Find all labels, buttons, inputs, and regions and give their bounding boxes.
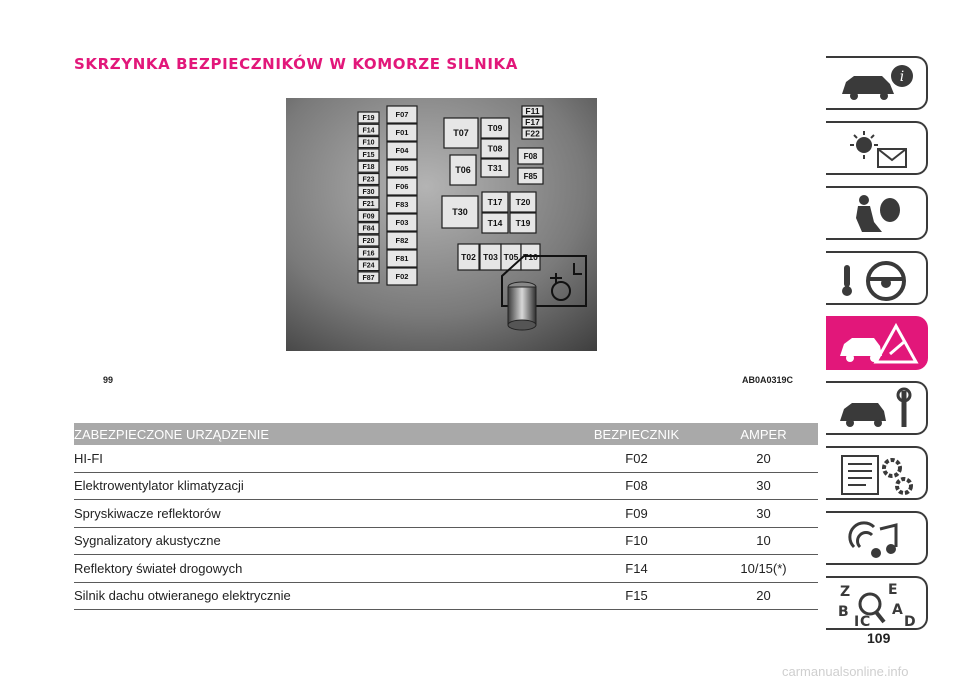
fuse-f16-label: F16	[362, 250, 375, 258]
table-row	[74, 445, 818, 472]
fuse-f14-label: F14	[362, 127, 375, 135]
fuse-box-diagram	[286, 98, 597, 351]
relay-t20-label: T20	[515, 197, 531, 208]
airbag-seat-icon	[834, 192, 922, 238]
table-row	[74, 555, 818, 583]
cell-fuse: F15	[564, 582, 709, 610]
relay-t14-label: T14	[487, 218, 503, 229]
fuse-f03-label: F03	[395, 218, 409, 228]
fuse-f07-label: F07	[395, 110, 409, 120]
cell-fuse: F02	[564, 445, 709, 472]
cell-device: Spryskiwacze reflektorów	[74, 500, 564, 528]
fuse-f05-label: F05	[395, 164, 409, 174]
svg-text:C: C	[860, 614, 871, 628]
fuse-f21-label: F21	[362, 201, 375, 209]
header-fuse: BEZPIECZNIK	[564, 423, 709, 445]
cell-amper: 20	[709, 582, 818, 610]
relay-t17-label: T17	[487, 197, 503, 208]
relay-t10-label: T10	[523, 252, 538, 263]
fuse-table	[74, 423, 818, 610]
fuse-f85-label: F85	[523, 171, 538, 181]
cell-device: Reflektory świateł drogowych	[74, 555, 564, 583]
tab-emergency[interactable]	[826, 316, 928, 370]
cell-amper: 30	[709, 472, 818, 500]
tab-driving[interactable]	[826, 251, 928, 305]
cell-fuse: F08	[564, 472, 709, 500]
fuse-f22-label: F22	[525, 128, 540, 139]
warning-lights-icon	[834, 127, 922, 173]
fuse-f83-label: F83	[395, 200, 409, 210]
tab-warning-lights[interactable]	[826, 121, 928, 175]
cell-amper: 20	[709, 445, 818, 472]
alphabetical-index-icon	[834, 582, 922, 628]
fuse-f24-label: F24	[362, 262, 375, 270]
multimedia-icon	[834, 517, 922, 563]
relay-t08-label: T08	[487, 143, 503, 154]
fuse-f19-label: F19	[362, 115, 375, 123]
cell-fuse: F14	[564, 555, 709, 583]
fuse-f18-label: F18	[362, 164, 375, 172]
relay-t30-label: T30	[452, 207, 468, 218]
svg-text:Z: Z	[840, 584, 851, 600]
fuse-f17-label: F17	[525, 117, 540, 128]
cell-amper: 10	[709, 527, 818, 555]
fuse-f08-label: F08	[523, 151, 538, 161]
relay-t05-label: T05	[503, 252, 519, 263]
table-header-row	[74, 423, 818, 445]
table-row	[74, 472, 818, 500]
figure-number: 99	[103, 375, 114, 385]
cell-device: Sygnalizatory akustyczne	[74, 527, 564, 555]
fuse-f15-label: F15	[362, 151, 375, 159]
tab-index[interactable]	[826, 576, 928, 630]
tab-technical-data[interactable]	[826, 446, 928, 500]
figure-code: AB0A0319C	[742, 375, 794, 385]
tab-car-info[interactable]	[826, 56, 928, 110]
table-row	[74, 500, 818, 528]
header-amper: AMPER	[709, 423, 818, 445]
cell-amper: 10/15(*)	[709, 555, 818, 583]
steering-wheel-icon	[834, 257, 922, 303]
page-title: SKRZYNKA BEZPIECZNIKÓW W KOMORZE SILNIKA	[74, 55, 518, 73]
relay-t07-label: T07	[453, 128, 469, 139]
fuse-f09-label: F09	[362, 213, 375, 221]
relay-t03-label: T03	[483, 252, 498, 263]
header-device: ZABEZPIECZONE URZĄDZENIE	[74, 423, 564, 445]
svg-text:B: B	[838, 604, 849, 620]
table-row	[74, 527, 818, 555]
fuse-f02-label: F02	[395, 272, 409, 282]
svg-text:A: A	[892, 602, 903, 618]
cell-fuse: F10	[564, 527, 709, 555]
fuse-f20-label: F20	[362, 238, 375, 246]
relay-t19-label: T19	[515, 218, 531, 229]
tab-safety[interactable]	[826, 186, 928, 240]
tab-maintenance[interactable]	[826, 381, 928, 435]
fuse-f87-label: F87	[362, 274, 375, 282]
svg-text:D: D	[904, 614, 916, 628]
svg-text:I: I	[854, 614, 860, 628]
watermark: carmanualsonline.info	[782, 664, 909, 679]
page-number: 109	[867, 630, 891, 646]
fuse-f10-label: F10	[362, 139, 375, 147]
fuse-f01-label: F01	[395, 128, 409, 138]
fuse-f84-label: F84	[362, 225, 375, 233]
cell-device: Silnik dachu otwieranego elektrycznie	[74, 582, 564, 610]
table-row	[74, 582, 818, 610]
relay-t06-label: T06	[455, 165, 471, 176]
tab-multimedia[interactable]	[826, 511, 928, 565]
fuse-f04-label: F04	[395, 146, 409, 156]
technical-data-icon	[834, 452, 922, 498]
relay-t31-label: T31	[487, 163, 503, 174]
relay-t02-label: T02	[461, 252, 476, 263]
svg-text:i: i	[899, 69, 905, 85]
fuse-f81-label: F81	[395, 254, 409, 264]
svg-text:E: E	[888, 582, 898, 598]
cell-fuse: F09	[564, 500, 709, 528]
fuse-f30-label: F30	[362, 188, 375, 196]
fuse-f23-label: F23	[362, 176, 375, 184]
fuse-f82-label: F82	[395, 236, 409, 246]
car-maintenance-icon	[834, 387, 922, 433]
relay-t09-label: T09	[487, 123, 503, 134]
cell-amper: 30	[709, 500, 818, 528]
cell-device: Elektrowentylator klimatyzacji	[74, 472, 564, 500]
fuse-f06-label: F06	[395, 182, 409, 192]
car-info-icon	[834, 62, 922, 108]
fuse-f11-label: F11	[525, 106, 540, 117]
car-emergency-icon	[834, 322, 922, 368]
cell-device: HI-FI	[74, 445, 564, 472]
